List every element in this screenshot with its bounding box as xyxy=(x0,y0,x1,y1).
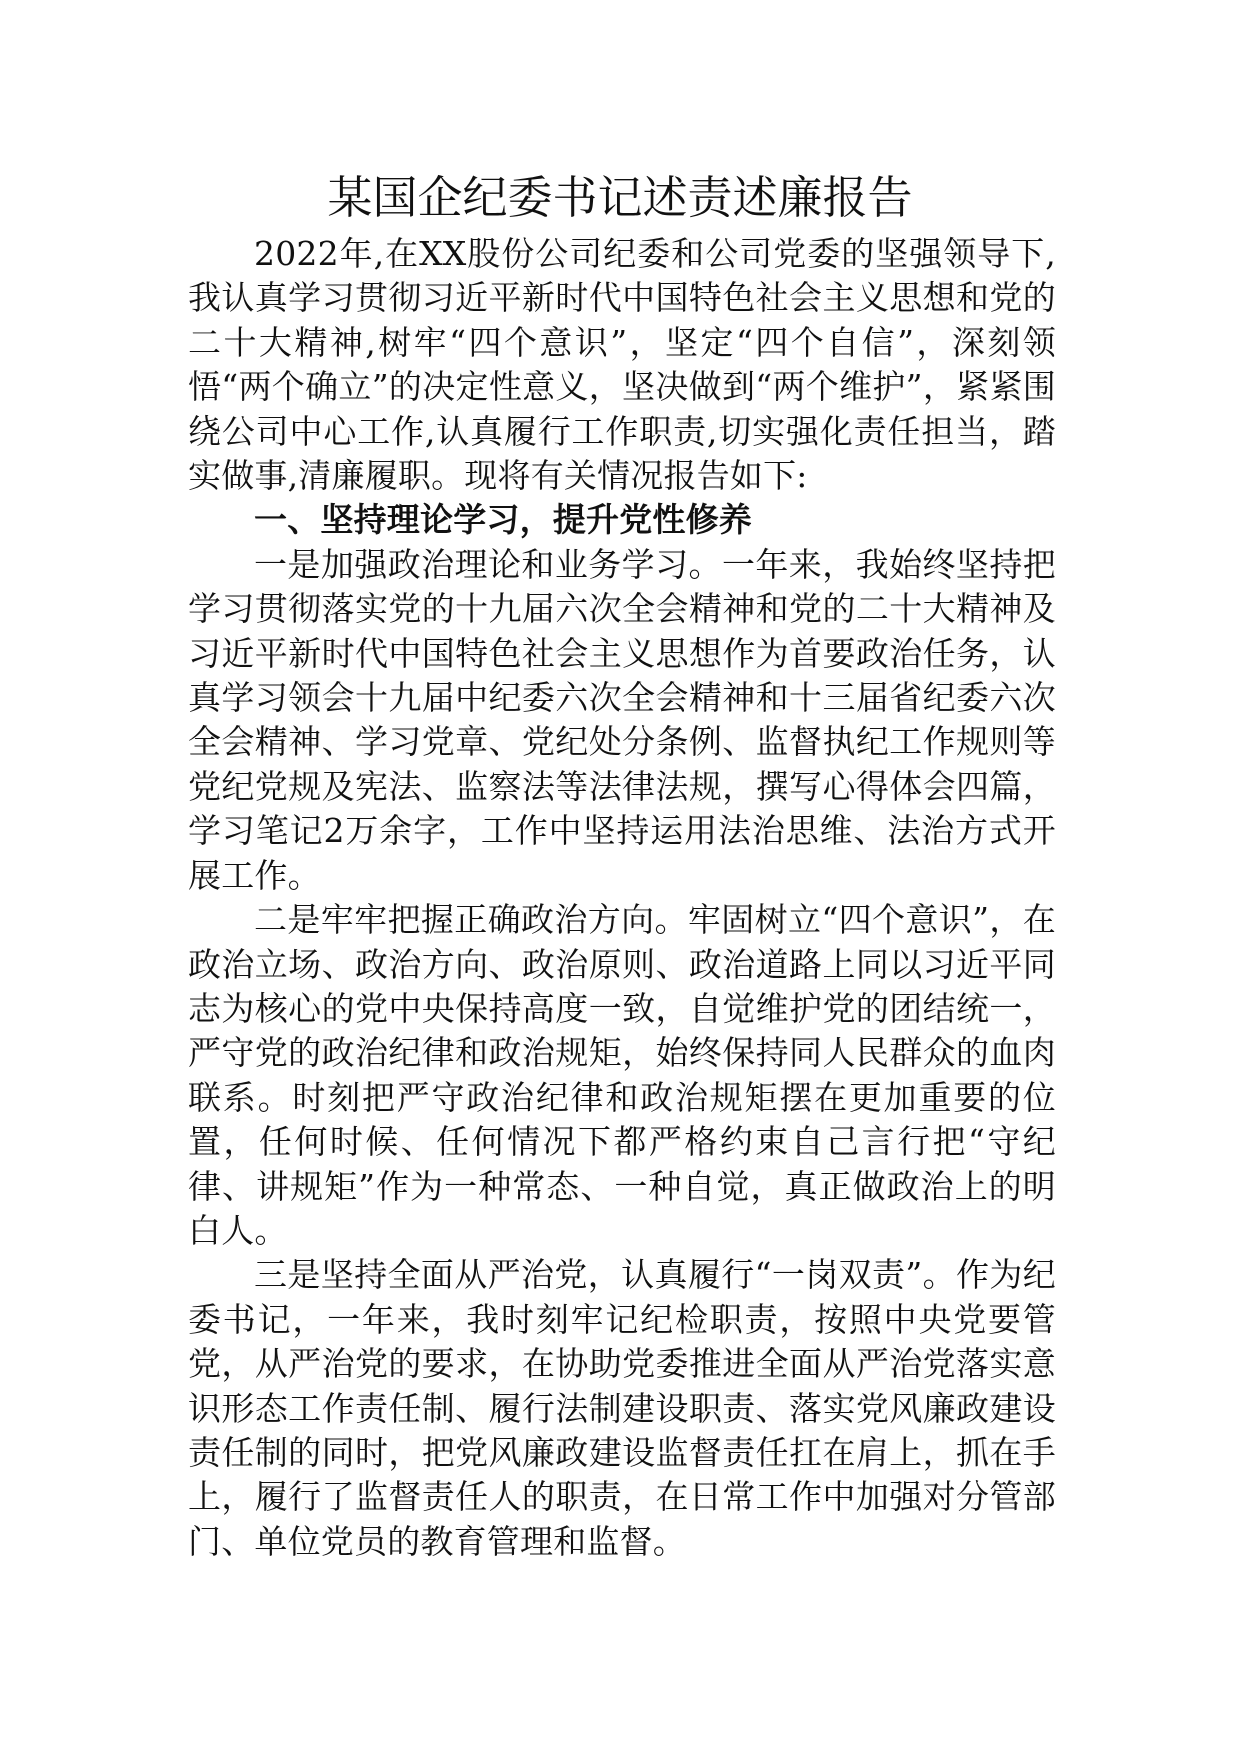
paragraph-intro: 2022年,在XX股份公司纪委和公司党委的坚强领导下,我认真学习贯彻习近平新时代中国特色社会主义思想和党的二十大精神,树牢“四个意识”，坚定“四个自信”，深刻领悟“两个确立”的决定性意义，坚决做到“两个维护”，紧紧围绕公司中心工作,认真履行工作职责,切实强化责任担当，踏实做事,清廉履职。现将有关情况报告如下: xyxy=(188,234,1056,496)
paragraph-party-discipline: 三是坚持全面从严治党，认真履行“一岗双责”。作为纪委书记，一年来，我时刻牢记纪检职责，按照中央党要管党，从严治党的要求，在协助党委推进全面从严治党落实意识形态工作责任制、履行法制建设职责、落实党风廉政建设责任制的同时，把党风廉政建设监督责任扛在肩上，抓在手上，履行了监督责任人的职责，在日常工作中加强对分管部门、单位党员的教育管理和监督。 xyxy=(188,1255,1056,1561)
section-heading: 一、坚持理论学习，提升党性修养 xyxy=(254,500,752,540)
paragraph-study: 一是加强政治理论和业务学习。一年来，我始终坚持把学习贯彻落实党的十九届六次全会精神和党的二十大精神及习近平新时代中国特色社会主义思想作为首要政治任务，认真学习领会十九届中纪委六次全会精神和十三届省纪委六次全会精神、学习党章、党纪处分条例、监督执纪工作规则等党纪党规及宪法、监察法等法律法规，撰写心得体会四篇，学习笔记2万余字，工作中坚持运用法治思维、法治方式开展工作。 xyxy=(188,544,1056,895)
paragraph-political-direction: 二是牢牢把握正确政治方向。牢固树立“四个意识”，在政治立场、政治方向、政治原则、政治道路上同以习近平同志为核心的党中央保持高度一致，自觉维护党的团结统一，严守党的政治纪律和政治规矩，始终保持同人民群众的血肉联系。时刻把严守政治纪律和政治规矩摆在更加重要的位置，任何时候、任何情况下都严格约束自己言行把“守纪律、讲规矩”作为一种常态、一种自觉，真正做政治上的明白人。 xyxy=(188,900,1056,1250)
document-title: 某国企纪委书记述责述廉报告 xyxy=(327,171,913,224)
document-body xyxy=(188,232,1056,1564)
